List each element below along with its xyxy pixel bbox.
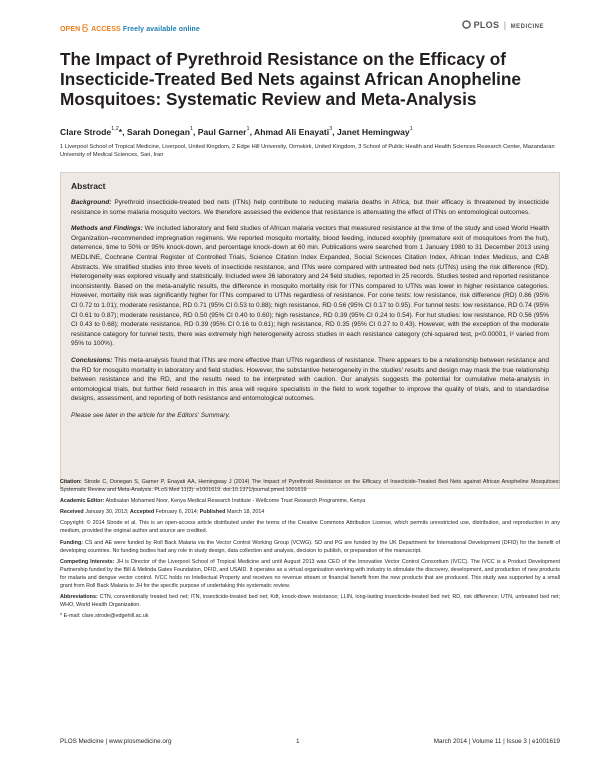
citation: Citation: Strode C, Donegan S, Garner P, Enayati AA, Hemingway J (2014) The Impact of Pyrethroid Resistance on the Efficacy of Insecticide-Treated Bed Nets against African Anopheline Mosquitoes: Systematic Review and Meta-Analysis. PLoS Med 11(3): e1001619. doi:10.1371/journal.pmed.1001619: [60, 479, 561, 494]
editors-summary-note: Please see later in the article for the Editors' Summary.: [71, 411, 231, 419]
author: Clare Strode$^{1,2}$*: [60, 126, 123, 137]
copyright: Copyright: © 2014 Strode et al. This is an open-access article distributed under the terms of the Creative Commons Attribution License, which permits unrestricted use, distribution, and reproduction in any medium, provided the original author and source are credited.: [60, 520, 560, 535]
page-number: 1: [296, 738, 300, 745]
academic-editor: Academic Editor: Abdisalan Mohamed Noor, Kenya Medical Research Institute - Wellcome Trust Research Programme, Kenya: [60, 498, 366, 505]
journal-logo: PLOS | MEDICINE: [462, 20, 544, 30]
abstract-methods: Methods and Findings: We included laboratory and field studies of African malaria vectors that measured resistance at the time of the study and used World Health Organization–recommended impregnation regimens. We reported mosquito mortality, blood feeding, induced exophily (premature exit of mosquitoes from the hut), deterrence, time to 50% or 95% knock-down, and percentage knock-down at 60 min. Publications were searched from 1 January 1980 to 31 December 2013 using MEDLINE, Cochrane Central Register of Controlled Trials, Science Citation Index Expanded, Social Sciences Citation Index, African Index Medicus, and CAB Abstracts. We stratified studies into three levels of insecticide resistance, and ITNs were compared with untreated bed nets (UTNs) using the risk difference (RD). Heterogeneity was explored visually and statistically. Included were 36 laboratory and 24 field studies, reported in 25 records. Studies tested and reported resistance inconsistently. Based on the meta-analytic results, the difference in mosquito mortality risk for ITNs compared to UTNs was lower in higher resistance categories. However, mortality risk was significantly higher for ITNs compared to UTNs regardless of resistance. For cone tests: low resistance, risk difference (RD) 0.86 (95% CI 0.72 to 1.01); moderate resistance, RD 0.71 (95% CI 0.53 to 0.88); high resistance, RD 0.56 (95% CI 0.17 to 0.95). For tunnel tests: low resistance, RD 0.74 (95% CI 0.61 to 0.87); moderate resistance, RD 0.50 (95% CI 0.40 to 0.60); high resistance, RD 0.39 (95% CI 0.24 to 0.54). For hut studies: low resistance, RD 0.56 (95% CI 0.43 to 0.68); moderate resistance, RD 0.39 (95% CI 0.16 to 0.61); high resistance, RD 0.35 (95% CI 0.27 to 0.43). However, with the exception of the moderate resistance category for tunnel tests, there was extremely high heterogeneity across studies in each resistance category (chi-squared test, p<0.00001, I² varied from 95% to 100%).: [71, 225, 549, 348]
author: Janet Hemingway$^1$: [337, 126, 413, 137]
page-footer: [60, 738, 560, 748]
author: Sarah Donegan$^1$: [126, 126, 194, 137]
funding: Funding: CS and AE were funded by Roll Back Malaria via the Vector Control Working Group (VCWG). SD and PG are funded by the UK Department for International Development (DFID) for the benefit of developing countries. No funding bodies had any role in study design, data collection and analysis, decision to publish, or preparation of the manuscript.: [60, 539, 561, 554]
footer-journal: PLOS Medicine | www.plosmedicine.org: [60, 738, 172, 745]
abstract-heading: Abstract: [71, 181, 106, 191]
author-list: Clare Strode$^{1,2}$*, Sarah Donegan$^1$, Paul Garner$^1$, Ahmad Ali Enayati$^3$, Janet Hemingway$^1$: [60, 126, 413, 137]
competing-interests: Competing Interests: JH is Director of the Liverpool School of Tropical Medicine and until August 2013 was CEO of the Innovative Vector Control Consortium (IVCC). The IVCC is a Product Development Partnership funded by the Bill & Melinda Gates Foundation, DFID, and USAID. It operates as a virtual organisation working with industry to stimulate the discovery, development, and production of new products for malaria and dengue vector control. IVCC holds no Intellectual Property and receives no revenue stream or financial benefit from the new products that are produced. This study was supported by a small grant from Roll Back Malaria to JH for the specific purpose of undertaking this systematic review.: [60, 558, 561, 590]
author: Paul Garner$^1$: [197, 126, 250, 137]
footer-issue: March 2014 | Volume 11 | Issue 3 | e1001619: [433, 738, 560, 745]
abstract-background: Background: Pyrethroid insecticide-treated bed nets (ITNs) help contribute to reducing malaria deaths in Africa, but their efficacy is threatened by insecticide resistance in some malaria mosquito vectors. We therefore assessed the evidence that resistance is attenuating the effect of ITNs on entomological outcomes.: [71, 199, 549, 216]
open-access-badge: OPEN ACCESS Freely available online: [60, 25, 200, 33]
open-lock-icon: [82, 24, 89, 34]
abbreviations: Abbreviations: CTN, conventionally treated bed net; ITN, insecticide-treated bed net; Kdt, knock-down resistance; LLIN, long-lasting insecticide-treated bed net; RD, risk difference; UTN, untreated bed net; WHO, World Health Organization.: [60, 594, 561, 609]
author: Ahmad Ali Enayati$^3$: [254, 126, 333, 137]
plos-icon: [462, 20, 471, 30]
affiliations: 1 Liverpool School of Tropical Medicine, Liverpool, United Kingdom, 2 Edge Hill University, Ormskirk, United Kingdom, 3 School of Public Health and Health Sciences Research Center, Mazandaran University of Medical Sciences, Sari, Iran: [60, 144, 555, 159]
abstract-box: [60, 172, 560, 489]
author-email[interactable]: * E-mail: clare.strode@edgehill.ac.uk: [60, 613, 149, 620]
abstract-conclusions: Conclusions: This meta-analysis found that ITNs are more effective than UTNs regardless of resistance. There appears to be a relationship between resistance and the RD for mosquito mortality in laboratory and field studies. However, the substantive heterogeneity in the studies' results and design may mask the true relationship between resistance and the RD, and the results need to be interpreted with caution. Our analysis suggests the potential for cumulative meta-analysis in entomological trials, but further field research in this area will require specialists in the field to work together to improve the quality of trials, and to standardise designs, assessment, and reporting of both resistance and entomological outcomes.: [71, 356, 549, 403]
article-title: The Impact of Pyrethroid Resistance on the Efficacy of Insecticide-Treated Bed Nets against African Anopheline Mosquitoes: Systematic Review and Meta-Analysis: [60, 49, 521, 109]
article-metadata: [60, 478, 560, 623]
dates: Received January 30, 2013; Accepted February 6, 2014; Published March 18, 2014: [60, 509, 265, 516]
